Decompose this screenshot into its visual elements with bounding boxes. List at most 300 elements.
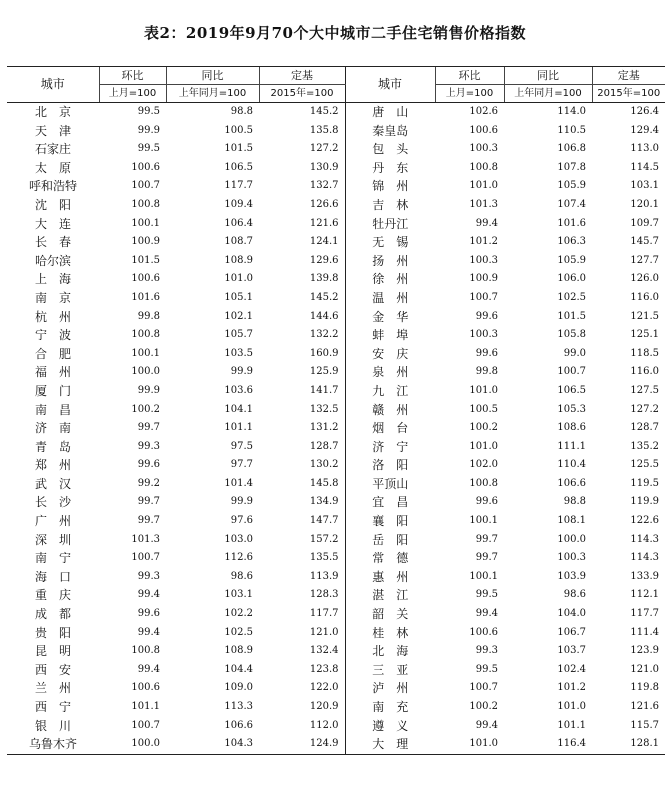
city-cell: 泉 州 [345, 363, 435, 382]
table-body [7, 103, 665, 755]
tb-cell: 116.4 [504, 735, 592, 754]
dj-cell: 130.9 [309, 161, 339, 173]
city-cell: 海 口 [34, 569, 71, 584]
dj-cell: 126.4 [630, 106, 659, 117]
tb-cell: 97.7 [230, 459, 253, 471]
tb-cell: 105.3 [557, 403, 586, 415]
hb-cell: 99.5 [137, 106, 160, 117]
table-row [7, 419, 665, 438]
city-cell: 成 都 [34, 607, 71, 622]
tb-cell: 99.9 [230, 366, 253, 378]
city-cell: 襄 阳 [345, 512, 435, 531]
tb-cell: 100.0 [557, 533, 586, 545]
hb-cell: 100.8 [131, 645, 160, 657]
dj-cell: 133.9 [630, 570, 659, 582]
dj-cell: 116.0 [630, 366, 659, 378]
hb-cell: 101.2 [469, 236, 498, 248]
tb-cell: 107.8 [557, 161, 586, 173]
tb-cell: 102.2 [224, 608, 253, 620]
table-row [7, 401, 665, 420]
hb-cell: 101.0 [469, 440, 498, 452]
tb-cell: 102.5 [224, 626, 253, 638]
hb-cell: 99.4 [137, 626, 160, 638]
tb-cell: 106.6 [224, 719, 253, 731]
dj-cell: 145.8 [309, 477, 339, 489]
dj-cell: 121.6 [630, 701, 659, 712]
hb-cell: 99.7 [137, 496, 160, 508]
city-cell: 南 充 [345, 698, 435, 717]
dj-cell: 103.1 [630, 180, 659, 192]
hb-cell: 100.6 [131, 273, 160, 285]
city-cell: 遵 义 [345, 717, 435, 736]
tb-cell: 113.3 [224, 701, 253, 712]
hb-cell: 101.3 [131, 533, 160, 545]
dj-cell: 117.7 [630, 608, 659, 620]
city-cell: 丹 东 [345, 159, 435, 178]
header-dj-right: 定基 [592, 67, 665, 85]
table-row [7, 215, 665, 234]
dj-cell: 114.3 [630, 552, 659, 564]
hb-cell: 100.6 [131, 161, 160, 173]
city-cell: 济 南 [34, 421, 71, 436]
dj-cell: 127.2 [309, 143, 339, 155]
dj-cell: 113.9 [309, 570, 339, 582]
dj-cell: 119.5 [630, 477, 659, 489]
dj-cell: 123.8 [309, 663, 339, 675]
dj-cell: 147.7 [309, 515, 339, 527]
dj-cell: 114.5 [630, 161, 659, 173]
city-cell: 长 春 [34, 235, 71, 250]
city-cell: 平顶山 [345, 475, 435, 494]
dj-cell: 115.7 [630, 719, 659, 731]
hb-cell: 99.5 [475, 663, 498, 675]
dj-cell: 122.0 [309, 682, 339, 694]
header-tb-right: 同比 [504, 67, 592, 85]
hb-cell: 100.0 [99, 735, 166, 754]
table-row [7, 233, 665, 252]
dj-cell: 139.8 [309, 273, 339, 285]
hb-cell: 99.7 [137, 422, 160, 434]
dj-cell: 135.5 [309, 552, 339, 564]
city-cell: 太 原 [34, 160, 71, 175]
dj-cell: 145.2 [309, 106, 339, 117]
tb-cell: 104.0 [557, 608, 586, 620]
dj-cell: 125.9 [309, 366, 339, 378]
city-cell: 石家庄 [34, 142, 71, 157]
city-cell: 乌鲁木齐 [7, 735, 99, 754]
city-cell: 大 连 [34, 216, 71, 231]
hb-cell: 99.9 [137, 384, 160, 396]
dj-cell: 127.5 [630, 384, 659, 396]
dj-cell: 113.0 [630, 143, 659, 155]
tb-cell: 99.9 [230, 496, 253, 508]
hb-cell: 99.6 [137, 459, 160, 471]
table-row [7, 456, 665, 475]
tb-cell: 109.4 [224, 198, 253, 210]
table-row [7, 493, 665, 512]
dj-cell: 121.0 [630, 663, 659, 675]
hb-cell: 99.4 [475, 719, 498, 731]
hb-cell: 100.6 [469, 124, 498, 136]
city-cell: 包 头 [345, 140, 435, 159]
city-cell: 天 津 [34, 123, 71, 138]
dj-cell: 124.1 [309, 236, 339, 248]
city-cell: 上 海 [34, 272, 71, 287]
dj-cell: 134.9 [309, 496, 339, 508]
table-row [7, 308, 665, 327]
city-cell: 北 京 [34, 105, 71, 119]
tb-cell: 111.1 [557, 440, 586, 452]
dj-cell: 157.2 [309, 533, 339, 545]
dj-cell: 125.1 [630, 329, 659, 341]
city-cell: 沈 阳 [34, 197, 71, 212]
hb-cell: 100.1 [131, 347, 160, 359]
dj-cell: 111.4 [630, 626, 659, 638]
hb-cell: 99.7 [475, 533, 498, 545]
table-row [7, 698, 665, 717]
city-cell: 吉 林 [345, 196, 435, 215]
tb-cell: 101.6 [557, 217, 586, 229]
city-cell: 南 昌 [34, 402, 71, 417]
hb-cell: 99.4 [475, 217, 498, 229]
city-cell: 南 宁 [34, 551, 71, 566]
hb-cell: 100.0 [131, 366, 160, 378]
tb-cell: 112.6 [224, 552, 253, 564]
header-dj-sub-right: 2015年=100 [592, 85, 665, 103]
city-cell: 昆 明 [34, 644, 71, 659]
hb-cell: 100.9 [469, 273, 498, 285]
table-row [7, 196, 665, 215]
hb-cell: 100.7 [469, 682, 498, 694]
dj-cell: 114.3 [630, 533, 659, 545]
dj-cell: 135.2 [630, 440, 659, 452]
hb-cell: 100.1 [469, 570, 498, 582]
hb-cell: 101.6 [131, 291, 160, 303]
tb-cell: 108.6 [557, 422, 586, 434]
tb-cell: 103.1 [224, 589, 253, 601]
city-cell: 深 圳 [34, 532, 71, 547]
city-cell: 重 庆 [34, 588, 71, 603]
hb-cell: 100.8 [469, 161, 498, 173]
dj-cell: 128.1 [592, 735, 665, 754]
city-cell: 扬 州 [345, 252, 435, 271]
tb-cell: 106.5 [557, 384, 586, 396]
table-row [7, 512, 665, 531]
hb-cell: 100.8 [469, 477, 498, 489]
dj-cell: 116.0 [630, 291, 659, 303]
city-cell: 西 宁 [34, 700, 71, 714]
dj-cell: 118.5 [630, 347, 659, 359]
tb-cell: 107.4 [557, 198, 586, 210]
tb-cell: 102.1 [224, 310, 253, 322]
hb-cell: 99.6 [475, 310, 498, 322]
tb-cell: 108.1 [557, 515, 586, 527]
city-cell: 赣 州 [345, 401, 435, 420]
dj-cell: 120.9 [309, 701, 339, 712]
dj-cell: 128.7 [630, 422, 659, 434]
hb-cell: 99.4 [137, 589, 160, 601]
hb-cell: 100.1 [469, 515, 498, 527]
table-row [7, 103, 665, 122]
tb-cell: 105.9 [557, 254, 586, 266]
city-cell: 无 锡 [345, 233, 435, 252]
price-index-table [7, 66, 665, 755]
tb-cell: 103.5 [224, 347, 253, 359]
city-cell: 合 肥 [34, 346, 71, 361]
dj-cell: 131.2 [309, 422, 339, 434]
tb-cell: 103.7 [557, 645, 586, 657]
table-row [7, 679, 665, 698]
table-row [7, 661, 665, 680]
hb-cell: 100.6 [131, 682, 160, 694]
tb-cell: 97.6 [230, 515, 253, 527]
city-cell: 桂 林 [345, 624, 435, 643]
hb-cell: 100.6 [469, 626, 498, 638]
table-row [7, 735, 665, 754]
hb-cell: 99.7 [137, 515, 160, 527]
tb-cell: 103.0 [224, 533, 253, 545]
hb-cell: 100.2 [469, 422, 498, 434]
city-cell: 福 州 [34, 365, 71, 380]
dj-cell: 112.0 [309, 719, 339, 731]
tb-cell: 108.9 [224, 645, 253, 657]
dj-cell: 122.6 [630, 515, 659, 527]
table-row [7, 122, 665, 141]
tb-cell: 106.0 [557, 273, 586, 285]
city-cell: 徐 州 [345, 270, 435, 289]
city-cell: 青 岛 [34, 439, 71, 454]
hb-cell: 101.0 [435, 735, 504, 754]
tb-cell: 100.7 [557, 366, 586, 378]
table-row [7, 438, 665, 457]
tb-cell: 102.4 [557, 663, 586, 675]
dj-cell: 121.5 [630, 310, 659, 322]
table-row [7, 605, 665, 624]
hb-cell: 100.2 [469, 701, 498, 712]
city-cell: 贵 阳 [34, 625, 71, 640]
tb-cell: 101.0 [224, 273, 253, 285]
city-cell: 九 江 [345, 382, 435, 401]
tb-cell: 117.7 [224, 180, 253, 192]
dj-cell: 132.7 [309, 180, 339, 192]
tb-cell: 101.5 [557, 310, 586, 322]
dj-cell: 121.0 [309, 626, 339, 638]
dj-cell: 119.8 [630, 682, 659, 694]
dj-cell: 135.8 [309, 124, 339, 136]
tb-cell: 100.5 [224, 124, 253, 136]
tb-cell: 106.7 [557, 626, 586, 638]
hb-cell: 102.0 [469, 459, 498, 471]
city-cell: 蚌 埠 [345, 326, 435, 345]
header-city-right: 城市 [345, 67, 435, 103]
dj-cell: 129.4 [630, 124, 659, 136]
hb-cell: 99.2 [137, 477, 160, 489]
hb-cell: 102.6 [469, 106, 498, 117]
hb-cell: 99.8 [137, 310, 160, 322]
hb-cell: 99.3 [475, 645, 498, 657]
table-row [7, 363, 665, 382]
header-city-left: 城市 [7, 67, 99, 103]
hb-cell: 99.3 [137, 440, 160, 452]
tb-cell: 106.6 [557, 477, 586, 489]
hb-cell: 100.8 [131, 198, 160, 210]
dj-cell: 145.7 [630, 236, 659, 248]
city-cell: 泸 州 [345, 679, 435, 698]
tb-cell: 104.1 [224, 403, 253, 415]
header-hb-left: 环比 [99, 67, 166, 85]
city-cell: 厦 门 [34, 383, 71, 398]
table-row [7, 289, 665, 308]
dj-cell: 124.9 [259, 735, 345, 754]
city-cell: 银 川 [34, 718, 71, 733]
hb-cell: 100.7 [131, 719, 160, 731]
table-row [7, 624, 665, 643]
hb-cell: 99.7 [475, 552, 498, 564]
city-cell: 惠 州 [345, 568, 435, 587]
hb-cell: 100.1 [131, 217, 160, 229]
tb-cell: 105.8 [557, 329, 586, 341]
dj-cell: 129.6 [309, 254, 339, 266]
dj-cell: 123.9 [630, 645, 659, 657]
table-row [7, 177, 665, 196]
hb-cell: 99.8 [475, 366, 498, 378]
city-cell: 唐 山 [345, 103, 435, 122]
city-cell: 广 州 [34, 514, 71, 529]
dj-cell: 120.1 [630, 198, 659, 210]
tb-cell: 106.3 [557, 236, 586, 248]
hb-cell: 100.7 [131, 552, 160, 564]
city-cell: 韶 关 [345, 605, 435, 624]
tb-cell: 101.5 [224, 143, 253, 155]
tb-cell: 110.5 [557, 124, 586, 136]
hb-cell: 99.9 [137, 124, 160, 136]
dj-cell: 112.1 [630, 589, 659, 601]
city-cell: 兰 州 [34, 681, 71, 696]
tb-cell: 114.0 [557, 106, 586, 117]
city-cell: 洛 阳 [345, 456, 435, 475]
tb-cell: 102.5 [557, 291, 586, 303]
tb-cell: 106.8 [557, 143, 586, 155]
hb-cell: 99.6 [137, 608, 160, 620]
table-row [7, 252, 665, 271]
table-row [7, 586, 665, 605]
city-cell: 哈尔滨 [34, 253, 71, 268]
header-hb-sub-right: 上月=100 [435, 85, 504, 103]
tb-cell: 109.0 [224, 682, 253, 694]
header-dj-left: 定基 [259, 67, 345, 85]
city-cell: 锦 州 [345, 177, 435, 196]
header-tb-sub-left: 上年同月=100 [166, 85, 259, 103]
table-row [7, 382, 665, 401]
table-row [7, 717, 665, 736]
tb-cell: 105.1 [224, 291, 253, 303]
table-row [7, 159, 665, 178]
city-cell: 宜 昌 [345, 493, 435, 512]
hb-cell: 101.0 [469, 180, 498, 192]
tb-cell: 101.2 [557, 682, 586, 694]
dj-cell: 132.4 [309, 645, 339, 657]
hb-cell: 100.3 [469, 329, 498, 341]
tb-cell: 110.4 [557, 459, 586, 471]
dj-cell: 125.5 [630, 459, 659, 471]
hb-cell: 100.7 [131, 180, 160, 192]
city-cell: 宁 波 [34, 328, 71, 343]
tb-cell: 106.5 [224, 161, 253, 173]
hb-cell: 100.2 [131, 403, 160, 415]
hb-cell: 99.4 [475, 608, 498, 620]
city-cell: 济 宁 [345, 438, 435, 457]
dj-cell: 121.6 [309, 217, 339, 229]
city-cell: 安 庆 [345, 345, 435, 364]
dj-cell: 132.2 [309, 329, 339, 341]
hb-cell: 99.5 [137, 143, 160, 155]
table-row [7, 531, 665, 550]
tb-cell: 98.8 [230, 106, 253, 117]
dj-cell: 117.7 [309, 608, 339, 620]
header-tb-left: 同比 [166, 67, 259, 85]
hb-cell: 100.8 [131, 329, 160, 341]
tb-cell: 101.1 [557, 719, 586, 731]
city-cell: 长 沙 [34, 495, 71, 510]
hb-cell: 100.5 [469, 403, 498, 415]
table-row [7, 345, 665, 364]
city-cell: 西 安 [34, 662, 71, 677]
tb-cell: 108.9 [224, 254, 253, 266]
hb-cell: 99.4 [137, 663, 160, 675]
tb-cell: 105.9 [557, 180, 586, 192]
tb-cell: 103.9 [557, 570, 586, 582]
dj-cell: 160.9 [309, 347, 339, 359]
header-hb-right: 环比 [435, 67, 504, 85]
dj-cell: 128.3 [309, 589, 339, 601]
header-hb-sub-left: 上月=100 [99, 85, 166, 103]
city-cell: 烟 台 [345, 419, 435, 438]
city-cell: 郑 州 [34, 458, 71, 473]
tb-cell: 99.0 [563, 347, 586, 359]
city-cell: 三 亚 [345, 661, 435, 680]
dj-cell: 130.2 [309, 459, 339, 471]
hb-cell: 99.6 [475, 496, 498, 508]
table-row [7, 549, 665, 568]
tb-cell: 101.4 [224, 477, 253, 489]
hb-cell: 100.7 [469, 291, 498, 303]
city-cell: 牡丹江 [345, 215, 435, 234]
dj-cell: 126.6 [309, 198, 339, 210]
tb-cell: 100.3 [557, 552, 586, 564]
tb-cell: 97.5 [230, 440, 253, 452]
dj-cell: 144.6 [309, 310, 339, 322]
city-cell: 呼和浩特 [28, 179, 77, 194]
tb-cell: 104.4 [224, 663, 253, 675]
tb-cell: 103.6 [224, 384, 253, 396]
hb-cell: 101.5 [131, 254, 160, 266]
city-cell: 秦皇岛 [345, 122, 435, 141]
page-title: 表2：2019年9月70个大中城市二手住宅销售价格指数 [144, 24, 526, 42]
table-row [7, 568, 665, 587]
hb-cell: 99.5 [475, 589, 498, 601]
header-tb-sub-right: 上年同月=100 [504, 85, 592, 103]
city-cell: 湛 江 [345, 586, 435, 605]
table-row [7, 140, 665, 159]
hb-cell: 99.3 [137, 570, 160, 582]
hb-cell: 99.6 [475, 347, 498, 359]
city-cell: 金 华 [345, 308, 435, 327]
tb-cell: 98.6 [230, 570, 253, 582]
tb-cell: 108.7 [224, 236, 253, 248]
table-row [7, 475, 665, 494]
dj-cell: 145.2 [309, 291, 339, 303]
dj-cell: 127.7 [630, 254, 659, 266]
